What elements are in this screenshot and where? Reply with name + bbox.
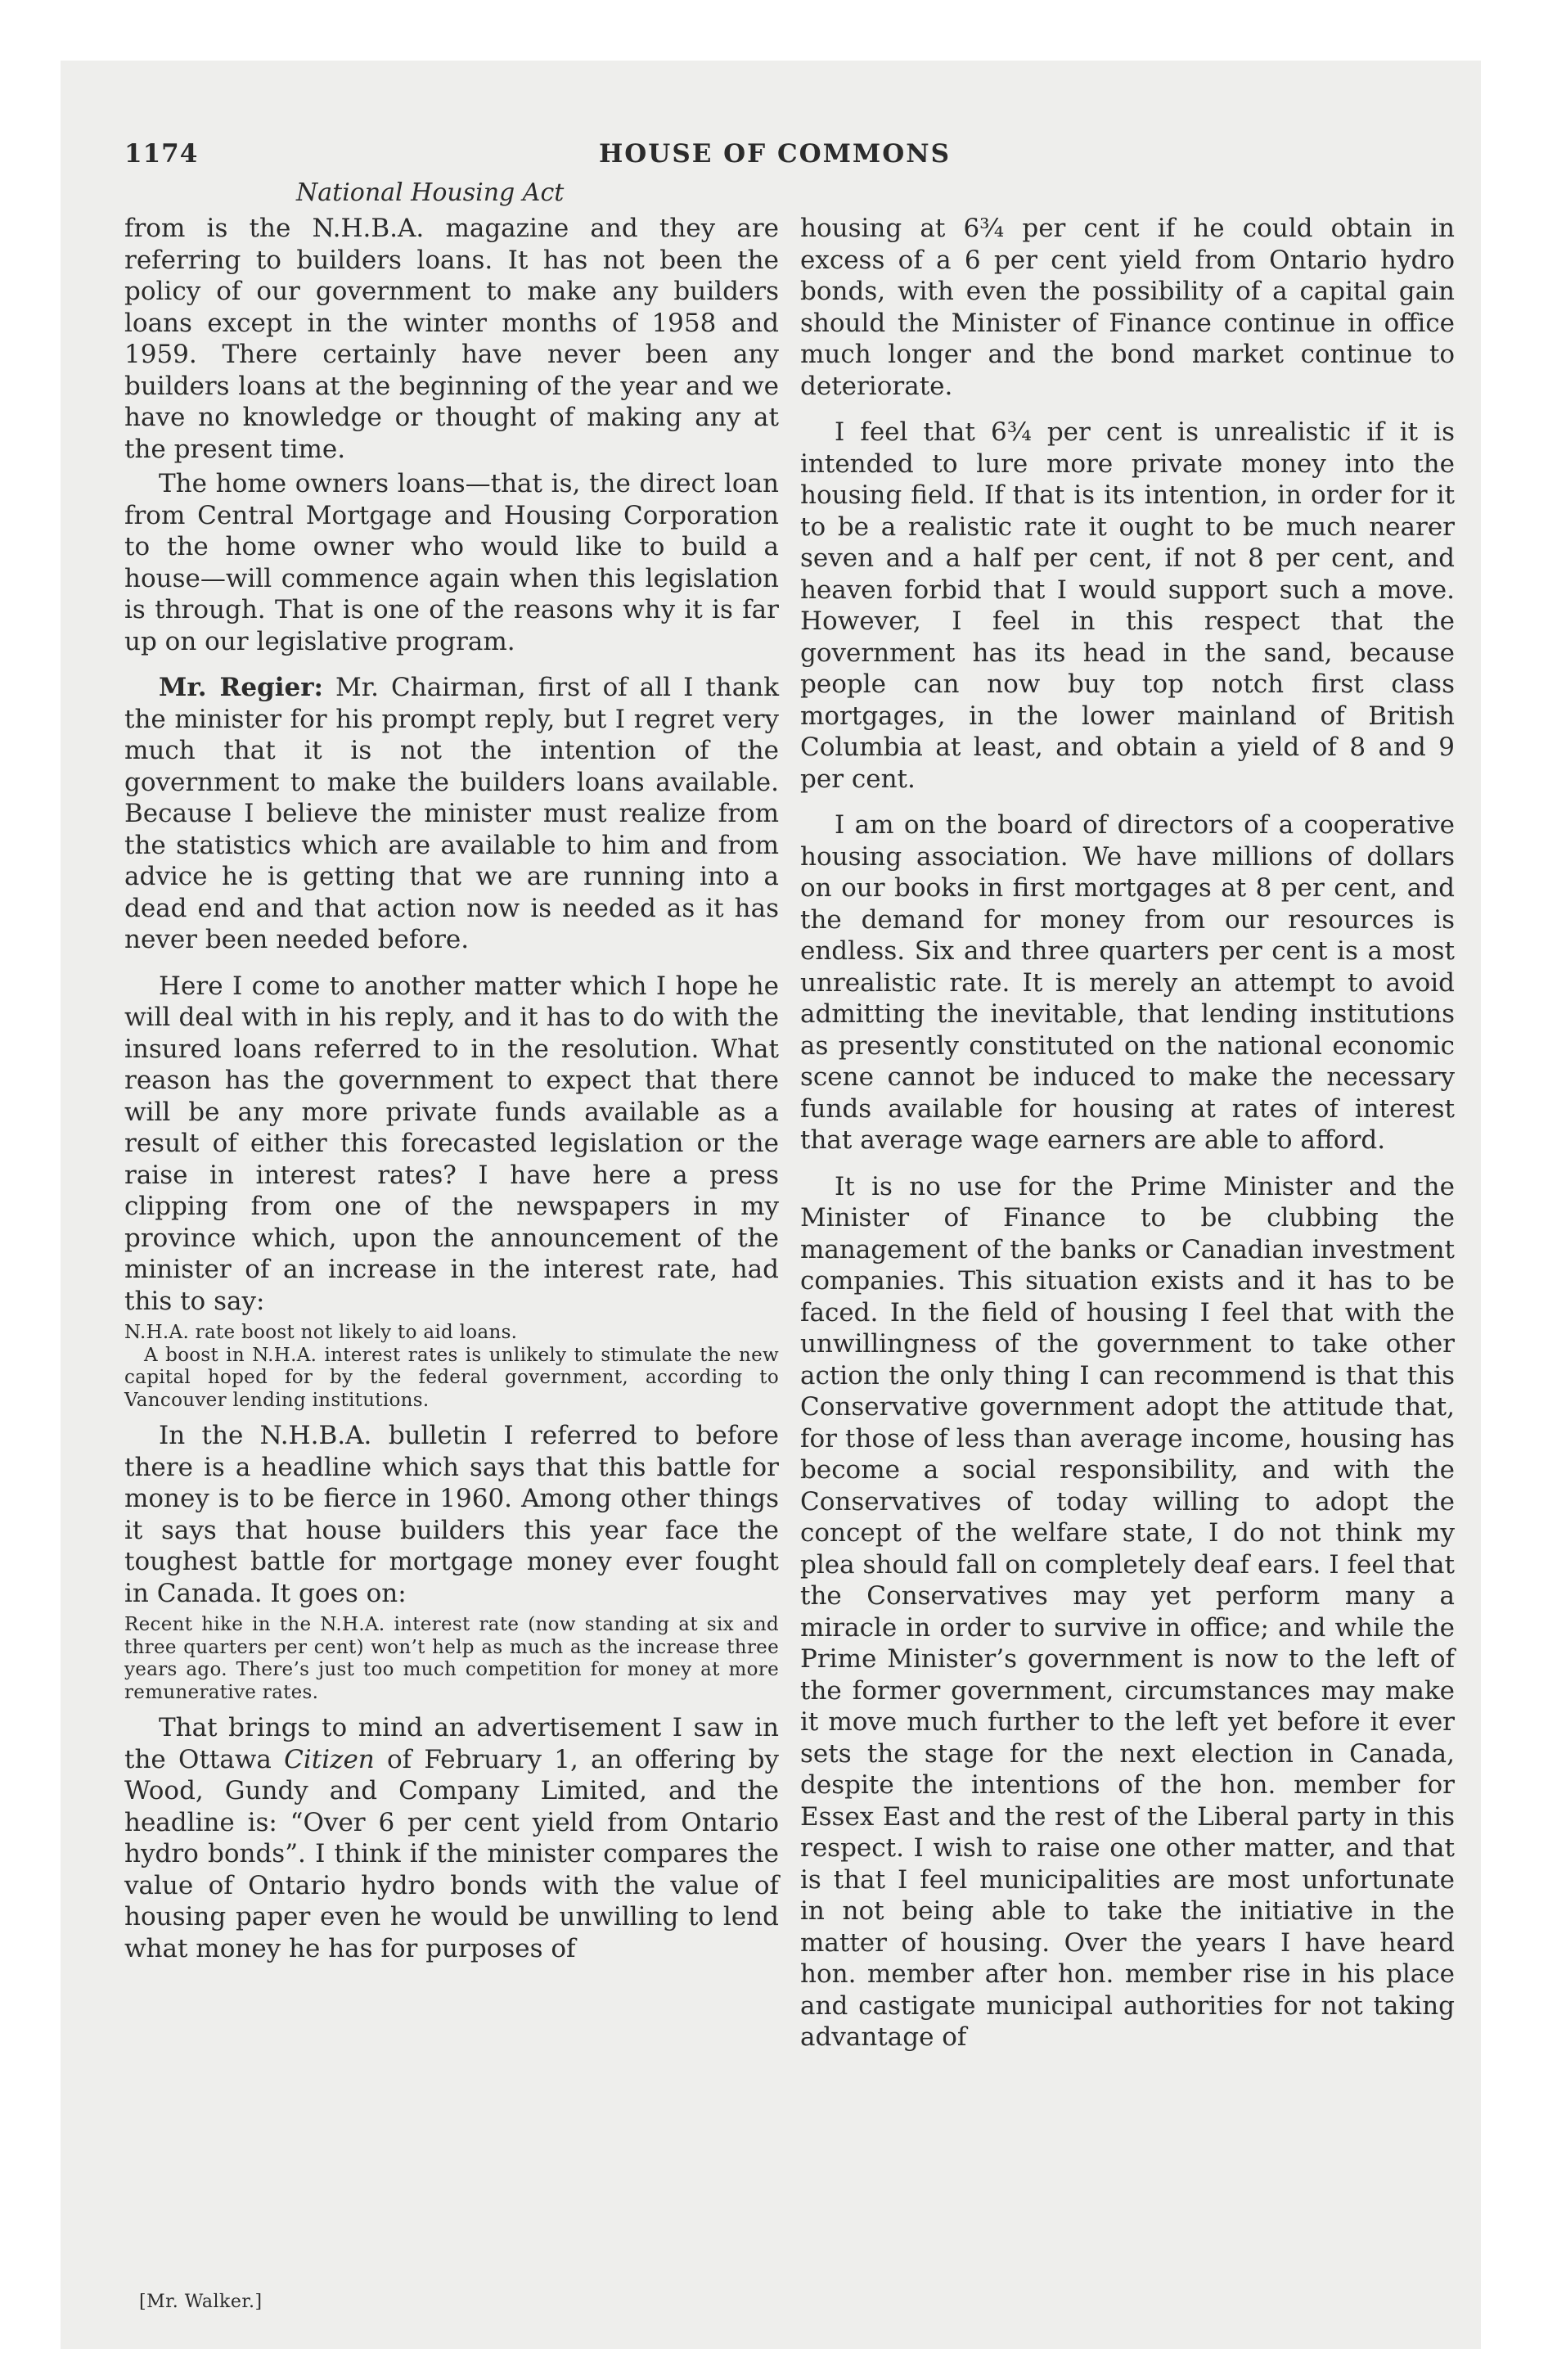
speaker-text: Mr. Chairman, first of all I thank the minister for his prompt reply, but I regret very much that it is not the intention of the government to make the builders loans available. Because I believe the minister must realize from the statistics which are available to him and from advice he is getting that we are running into a dead end and that action now is needed as it has never been needed before.: [124, 673, 779, 954]
paragraph: I feel that 6¾ per cent is unrealistic if it is intended to lure more private money into the housing field. If that is its intention, in order for it to be a realistic rate it ought to be much nearer seven and a half per cent, if not 8 per cent, and heaven forbid that I would support such a move. However, I feel in this respect that the government has its head in the sand, because people can now buy top notch first class mortgages, in the lower mainland of British Columbia at least, and obtain a yield of 8 and 9 per cent.: [800, 417, 1455, 794]
paragraph: In the N.H.B.A. bulletin I referred to before there is a headline which says that this battle for money is to be fierce in 1960. Among other things it says that house builders this year face the toughest battle for mortgage money ever fought in Canada. It goes on:: [124, 1421, 779, 1608]
left-column: [124, 213, 779, 1964]
speaker-paragraph: [124, 672, 779, 956]
quote-headline: N.H.A. rate boost not likely to aid loans.: [124, 1322, 518, 1343]
speaker-footnote: [Mr. Walker.]: [139, 2292, 263, 2312]
page-number: 1174: [124, 139, 199, 169]
paragraph: Here I come to another matter which I hope he will deal with in his reply, and it has to do with the insured loans referred to in the resolution. What reason has the government to expect that there will be any more private funds available as a result of either this forecasted legislation or the raise in interest rates? I have here a press clipping from one of the newspapers in my province which, upon the announcement of the minister of an increase in the interest rate, had this to say:: [124, 971, 779, 1316]
paragraph: housing at 6¾ per cent if he could obtain in excess of a 6 per cent yield from Ontario hydro bonds, with even the possibility of a capital gain should the Minister of Finance continue in office much longer and the bond market continue to deteriorate.: [800, 214, 1455, 401]
text-run: That brings to mind an advertisement I saw in the Ottawa: [124, 1713, 779, 1774]
paragraph: The home owners loans—that is, the direct loan from Central Mortgage and Housing Corporation to the home owner who would like to build a house—will commence again when this legislation is through. That is one of the reasons why it is far up on our legislative program.: [124, 469, 779, 656]
paragraph: It is no use for the Prime Minister and the Minister of Finance to be clubbing the management of the banks or Canadian investment companies. This situation exists and it has to be faced. In the field of housing I feel that with the unwillingness of the government to take other action the only thing I can recommend is that this Conservative government adopt the attitude that, for those of less than average income, housing has become a social responsibility, and with the Conservatives of today willing to adopt the concept of the welfare state, I do not think my plea should fall on completely deaf ears. I feel that the Conservatives may yet perform many a miracle in order to survive in office; and while the Prime Minister’s government is now to the left of the former government, circumstances may make it move much further to the left yet before it ever sets the stage for the next election in Canada, despite the intentions of the hon. member for Essex East and the rest of the Liberal party in this respect. I wish to raise one other matter, and that is that I feel municipalities are most unfortunate in not being able to take the initiative in the matter of housing. Over the years I have heard hon. member after hon. member rise in his place and castigate municipal authorities for not taking advantage of: [800, 1171, 1455, 2052]
paragraph: I am on the board of directors of a cooperative housing association. We have millions of dollars on our books in first mortgages at 8 per cent, and the demand for money from our resources is endless. Six and three quarters per cent is a most unrealistic rate. It is merely an attempt to avoid admitting the inevitable, that lending institutions as presently constituted on the national economic scene cannot be induced to make the necessary funds available for housing at rates of interest that average wage earners are able to afford.: [800, 810, 1455, 1155]
press-clipping-quote: [124, 1322, 779, 1412]
running-title: HOUSE OF COMMONS: [599, 139, 951, 169]
bulletin-quote: [124, 1614, 779, 1704]
text-run: of February 1, an offering by Wood, Gundy and Company Limited, and the headline is: “Over 6 per cent yield from Ontario hydro bonds”. I think if the minister compares the value of Ontario hydro bonds with the value of housing paper even he would be unwilling to lend what money he has for purposes of: [124, 1744, 779, 1963]
paragraph: [124, 1712, 779, 1964]
quote-body: Recent hike in the N.H.A. interest rate (now standing at six and three quarters per cent) won’t help as much as the increase three years ago. There’s just too much competition for money at more remunerative rates.: [124, 1614, 779, 1703]
quote-body: A boost in N.H.A. interest rates is unlikely to stimulate the new capital hoped for by the federal government, according to Vancouver lending institutions.: [124, 1344, 779, 1411]
newspaper-name: Citizen: [284, 1744, 375, 1774]
right-column: [800, 213, 1455, 2053]
section-title: National Housing Act: [296, 178, 565, 207]
speaker-name: Mr. Regier:: [159, 673, 323, 702]
paragraph: from is the N.H.B.A. magazine and they are referring to builders loans. It has not been the policy of our government to make any builders loans except in the winter months of 1958 and 1959. There certainly have never been any builders loans at the beginning of the year and we have no knowledge or thought of making any at the present time.: [124, 214, 779, 464]
page-header: [124, 139, 1450, 180]
